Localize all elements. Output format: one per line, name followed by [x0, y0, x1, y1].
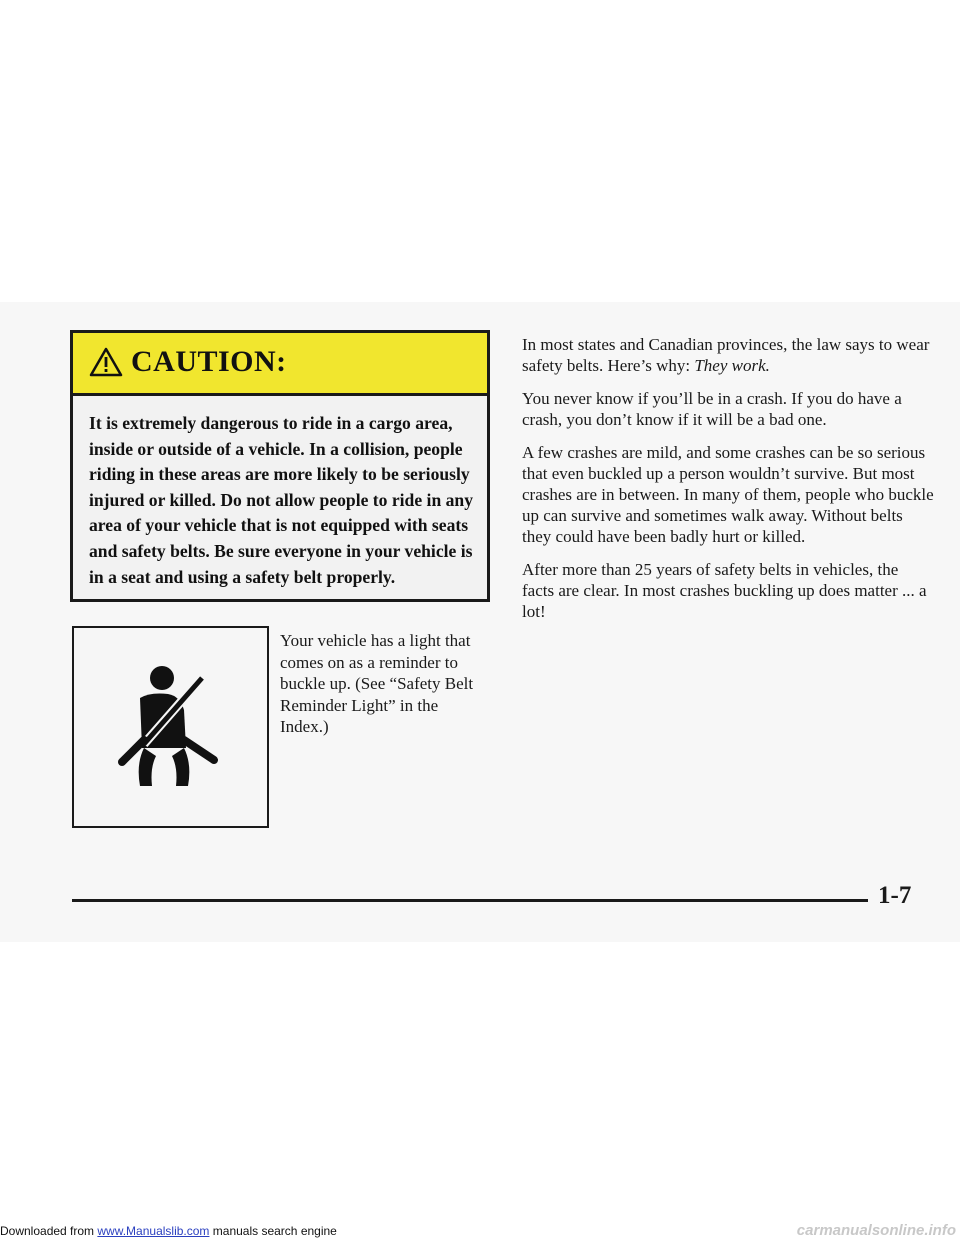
page-number: 1-7	[878, 882, 912, 909]
paragraph-crash: You never know if you’ll be in a crash. If you do have a crash, you don’t know if it will be a bad one.	[522, 389, 902, 429]
caution-body: It is extremely dangerous to ride in a cargo area, inside or outside of a vehicle. In a collision, people riding in these areas are more likely to be seriously injured or killed. Do not allow people to ride in any area of your vehicle that is not equipped with seats and safety belts. Be sure everyone in your vehicle is in a seat and using a safety belt properly.	[89, 413, 474, 587]
seatbelt-icon-box	[72, 626, 269, 828]
footer-rule	[72, 899, 868, 902]
caution-box	[70, 330, 490, 602]
caution-title: CAUTION:	[131, 345, 287, 378]
paragraph-survive: A few crashes are mild, and some crashes can be so serious that even buckled up a person wouldn’t survive. But most crashes are in between. In many of them, people who buckle up can survive and sometimes walk away. Without belts they could have been badly hurt or killed.	[522, 443, 934, 546]
manualslib-link[interactable]: www.Manualslib.com	[97, 1224, 210, 1238]
paragraph-law-text: In most states and Canadian provinces, the law says to wear safety belts. Here’s why:	[522, 335, 930, 375]
download-footer	[0, 1224, 337, 1238]
reminder-paragraph: Your vehicle has a light that comes on as a reminder to buckle up. (See “Safety Belt Reminder Light” in the Index.)	[280, 631, 474, 736]
paragraph-law-emphasis: They work.	[694, 356, 770, 375]
watermark: carmanualsonline.info	[796, 1222, 956, 1239]
warning-triangle-icon	[89, 347, 123, 377]
seatbelt-icon	[114, 664, 226, 792]
paragraph-facts: After more than 25 years of safety belts in vehicles, the facts are clear. In most crashes buckling up does matter ... a lot!	[522, 560, 927, 621]
footer-suffix: manuals search engine	[209, 1224, 337, 1238]
footer-prefix: Downloaded from	[0, 1224, 98, 1238]
caution-header	[73, 333, 487, 396]
right-column	[522, 334, 934, 634]
paragraph-law	[522, 334, 934, 376]
